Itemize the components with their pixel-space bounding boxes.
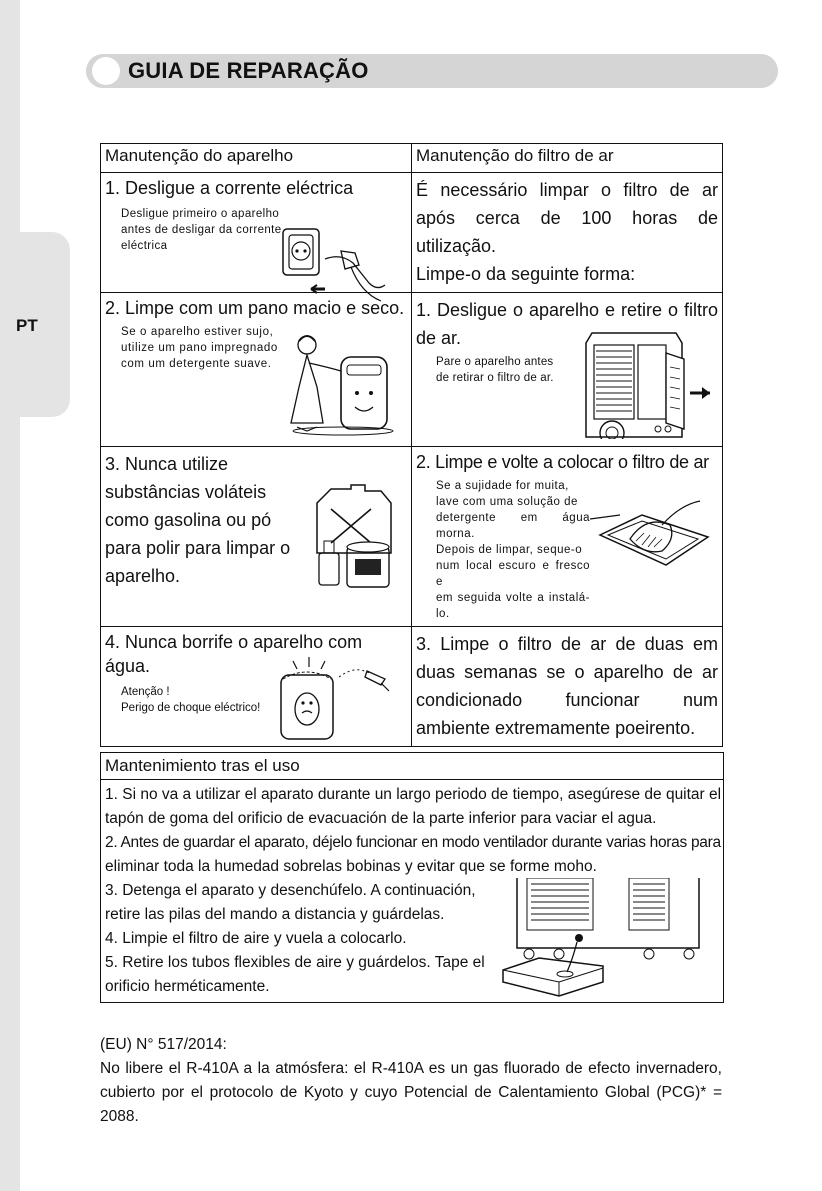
cell-wash-filter xyxy=(412,447,723,627)
note-line: eléctrica xyxy=(121,240,168,252)
side-strip xyxy=(0,0,20,1191)
filter-intro-text2: Limpe-o da seguinte forma: xyxy=(416,264,636,284)
storage-line: 4. Limpie el filtro de aire y vuela a colocarlo. xyxy=(105,930,407,947)
note-line: em seguida volte a instalá-lo. xyxy=(436,592,590,620)
cell-unplug xyxy=(101,173,412,293)
note-line: com um detergente suave. xyxy=(121,358,272,370)
water-spray-warning-illustration xyxy=(269,657,399,741)
storage-line: 1. Si no va a utilizar el aparato durante un largo periodo de tiempo, asegúrese de quitar el xyxy=(105,786,722,803)
note-line: num local escuro e fresco e xyxy=(436,560,590,588)
note-line: detergente em água morna. xyxy=(436,512,590,540)
note-line: Pare o aparelho antes xyxy=(436,356,554,368)
column-header-filter: Manutenção do filtro de ar xyxy=(412,144,723,173)
step-title: 1. Desligue a corrente eléctrica xyxy=(105,178,354,198)
note-line: Se o aparelho estiver sujo, xyxy=(121,326,274,338)
filter-removal-illustration xyxy=(572,323,722,439)
step-title: 2. Limpe e volte a colocar o filtro de ar xyxy=(416,452,709,472)
storage-body xyxy=(101,780,723,1002)
storage-line: eliminar toda la humedad sobrelas bobinas y evitar que se forme moho. xyxy=(105,858,597,875)
storage-line: orificio herméticamente. xyxy=(105,978,270,995)
eu-regulation-note xyxy=(100,1033,722,1129)
storage-title: Mantenimiento tras el uso xyxy=(101,753,723,780)
cell-no-volatiles xyxy=(101,447,412,627)
drain-tray-illustration xyxy=(499,878,715,1000)
cell-filter-intro xyxy=(412,173,723,293)
step-title: 1. Desligue o aparelho e retire o filtro de ar. xyxy=(416,300,718,348)
step-title: 3. Limpe o filtro de ar de duas em duas semanas se o aparelho de ar condicionado funcionar num ambiente extremamente poeirento. xyxy=(416,634,718,738)
note-line: lave com uma solução de xyxy=(436,496,578,508)
note-line: de retirar o filtro de ar. xyxy=(436,372,554,384)
note-line: Perigo de choque eléctrico! xyxy=(121,702,261,714)
step-note xyxy=(436,478,590,622)
note-line: Se a sujidade for muita, xyxy=(436,480,569,492)
note-line: Depois de limpar, seque-o xyxy=(436,544,583,556)
step-title: 2. Limpe com um pano macio e seco. xyxy=(105,298,405,318)
storage-line: 5. Retire los tubos flexibles de aire y guárdelos. Tape el xyxy=(105,954,485,971)
storage-line: 3. Detenga el aparato y desenchúfelo. A continuación, xyxy=(105,882,476,899)
page-title: GUIA DE REPARAÇÃO xyxy=(128,58,369,83)
column-header-appliance: Manutenção do aparelho xyxy=(101,144,412,173)
cell-clean-cloth xyxy=(101,293,412,447)
note-line: utilize um pano impregnado xyxy=(121,342,278,354)
cell-no-water xyxy=(101,627,412,747)
maintenance-table xyxy=(100,143,723,747)
filter-washing-illustration xyxy=(590,495,718,575)
header-bullet-icon xyxy=(92,57,120,85)
storage-line: retire las pilas del mando a distancia y guárdelas. xyxy=(105,906,445,923)
note-line: Desligue primeiro o aparelho xyxy=(121,208,280,220)
section-header xyxy=(86,54,778,88)
chemicals-illustration xyxy=(307,483,407,591)
storage-line: 2. Antes de guardar el aparato, déjelo funcionar en modo ventilador durante varias horas para xyxy=(105,834,721,851)
step-title: 3. Nunca utilize substâncias voláteis como gasolina ou pó para polir para limpar o aparelho. xyxy=(105,454,291,586)
language-label: PT xyxy=(16,316,38,335)
storage-line: tapón de goma del orificio de evacuación de la parte inferior para vaciar el agua. xyxy=(105,810,657,827)
note-line: Atenção ! xyxy=(121,686,170,698)
cleaning-woman-illustration xyxy=(277,327,405,437)
filter-intro-text: É necessário limpar o filtro de ar após cerca de 100 horas de utilização. xyxy=(416,180,718,256)
eu-regulation-ref: (EU) N° 517/2014: xyxy=(100,1036,227,1053)
cell-remove-filter xyxy=(412,293,723,447)
cell-clean-frequency xyxy=(412,627,723,747)
storage-maintenance-box xyxy=(100,752,724,1003)
step-title: 4. Nunca borrife o aparelho com água. xyxy=(105,632,363,676)
note-line: antes de desligar da corrente xyxy=(121,224,282,236)
eu-regulation-text: No libere el R-410A a la atmósfera: el R-410A es un gas fluorado de efecto invernadero, cubierto por el protocolo de Kyoto y cuyo Potencial de Calentamiento Global (PCG)* = 2088. xyxy=(100,1060,722,1125)
